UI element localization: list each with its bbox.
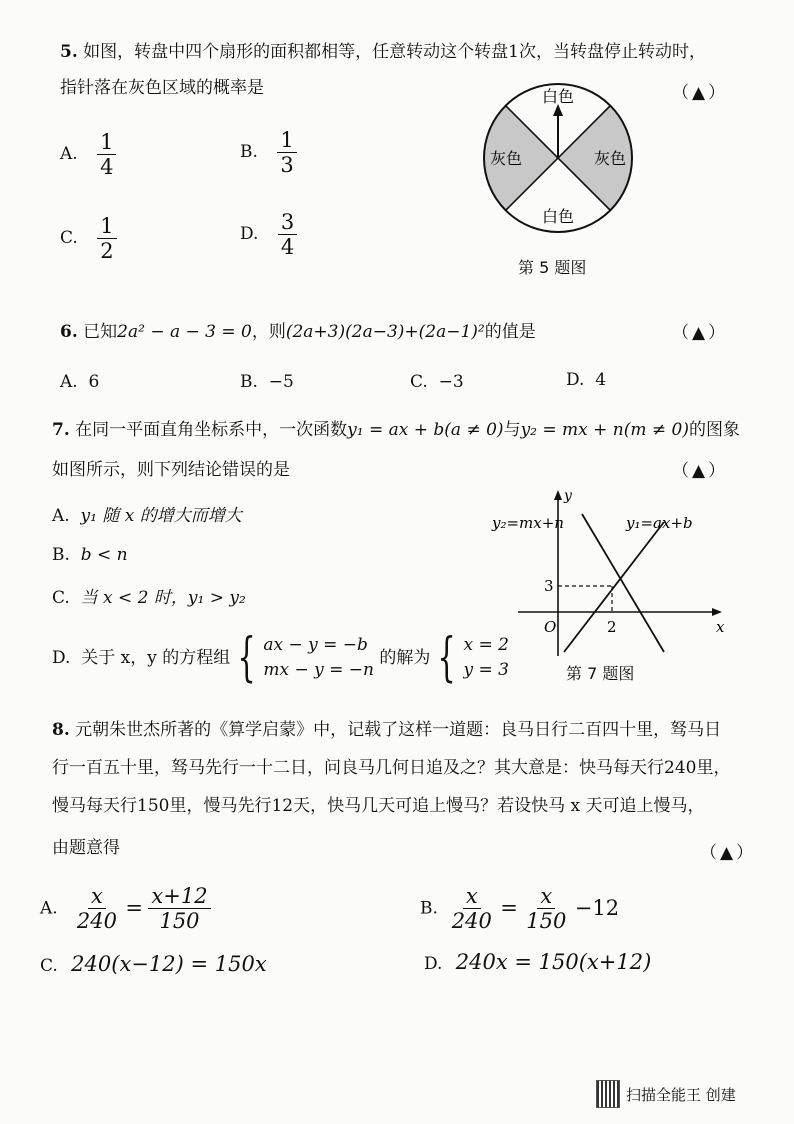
q7-graph (488, 486, 734, 660)
q8-line2: 行一百五十里，驽马先行一十二日，问良马几何日追及之？其大意是：快马每天行240里， (52, 758, 731, 778)
spinner-label-bottom: 白色 (541, 207, 575, 226)
q5-option-a: A. $\frac{1}{4}$ (60, 130, 116, 179)
q5-option-c: C. $\frac{1}{2}$ (60, 214, 117, 263)
q8-line3: 慢马每天行150里，慢马先行12天，快马几天可追上慢马？若设快马 x 天可追上慢马， (52, 796, 705, 816)
q5-option-d: D. $\frac{3}{4}$ (240, 210, 297, 259)
q7-option-b: B. b < n (52, 545, 128, 565)
q7-answer-mark: （▲） (672, 461, 729, 481)
q7-option-a: A. y₁ 随 x 的增大而增大 (52, 506, 242, 526)
q8-line1: 8. 元朝朱世杰所著的《算学启蒙》中，记载了这样一道题：良马日行二百四十里，驽马日 (52, 720, 722, 740)
q6-option-c: C. −3 (410, 372, 464, 392)
q5-stem-line1: 5. 如图，转盘中四个扇形的面积都相等，任意转动这个转盘1次，当转盘停止转动时， (60, 42, 706, 62)
x-axis-label: x (716, 618, 725, 636)
q7-stem-line2: 如图所示，则下列结论错误的是 (52, 460, 290, 480)
label-y2: y₂=mx+n (492, 514, 564, 532)
q8-option-c: C. 240(x−12) = 150x (40, 952, 267, 976)
q6-answer-mark: （▲） (672, 323, 729, 343)
q7-option-d: D. 关于 x，y 的方程组 { ax − y = −b mx − y = −n 的解为 { x = 2 y = 3 (52, 628, 509, 688)
q6-option-b: B. −5 (240, 372, 294, 392)
line-y2 (582, 514, 664, 652)
q7-stem-line1: 7. 在同一平面直角坐标系中，一次函数y₁ = ax + b(a ≠ 0)与y₂ = mx + n(m ≠ 0)的图象 (52, 420, 740, 440)
q8-option-a: A. $\frac{x}{240}$ = $\frac{x+12}{150}$ (40, 884, 211, 933)
origin-label: O (544, 618, 557, 636)
q5-stem-line2: 指针落在灰色区域的概率是 (60, 78, 264, 98)
tick-y: 3 (544, 577, 554, 595)
spinner-label-right: 灰色 (593, 149, 627, 168)
spinner-figure (470, 80, 650, 250)
q8-option-b: B. $\frac{x}{240}$ = $\frac{x}{150}$ −12 (420, 884, 620, 934)
q5-option-b: B. $\frac{1}{3}$ (240, 128, 297, 177)
spinner-label-left: 灰色 (489, 149, 523, 168)
q5-answer-mark: （▲） (672, 83, 729, 103)
q8-line4: 由题意得 (52, 838, 120, 858)
spinner-label-top: 白色 (541, 87, 575, 106)
tick-x: 2 (607, 618, 617, 636)
q5-figure-caption: 第 5 题图 (518, 258, 587, 277)
q6-option-d: D. 4 (566, 370, 607, 390)
q7-figure-caption: 第 7 题图 (566, 664, 635, 683)
q7-option-c: C. 当 x < 2 时，y₁ > y₂ (52, 588, 246, 608)
q8-option-d: D. 240x = 150(x+12) (424, 950, 652, 974)
y-axis-label: y (564, 488, 572, 504)
camscanner-logo-icon (596, 1080, 620, 1108)
q8-answer-mark: （▲） (700, 843, 757, 863)
scanner-watermark: 扫描全能王 创建 (626, 1086, 736, 1104)
q6-option-a: A. 6 (60, 372, 100, 392)
q6-stem: 6. 已知2a² − a − 3 = 0，则(2a+3)(2a−3)+(2a−1)²的值是 (60, 322, 536, 342)
label-y1: y₁=ax+b (626, 514, 693, 532)
